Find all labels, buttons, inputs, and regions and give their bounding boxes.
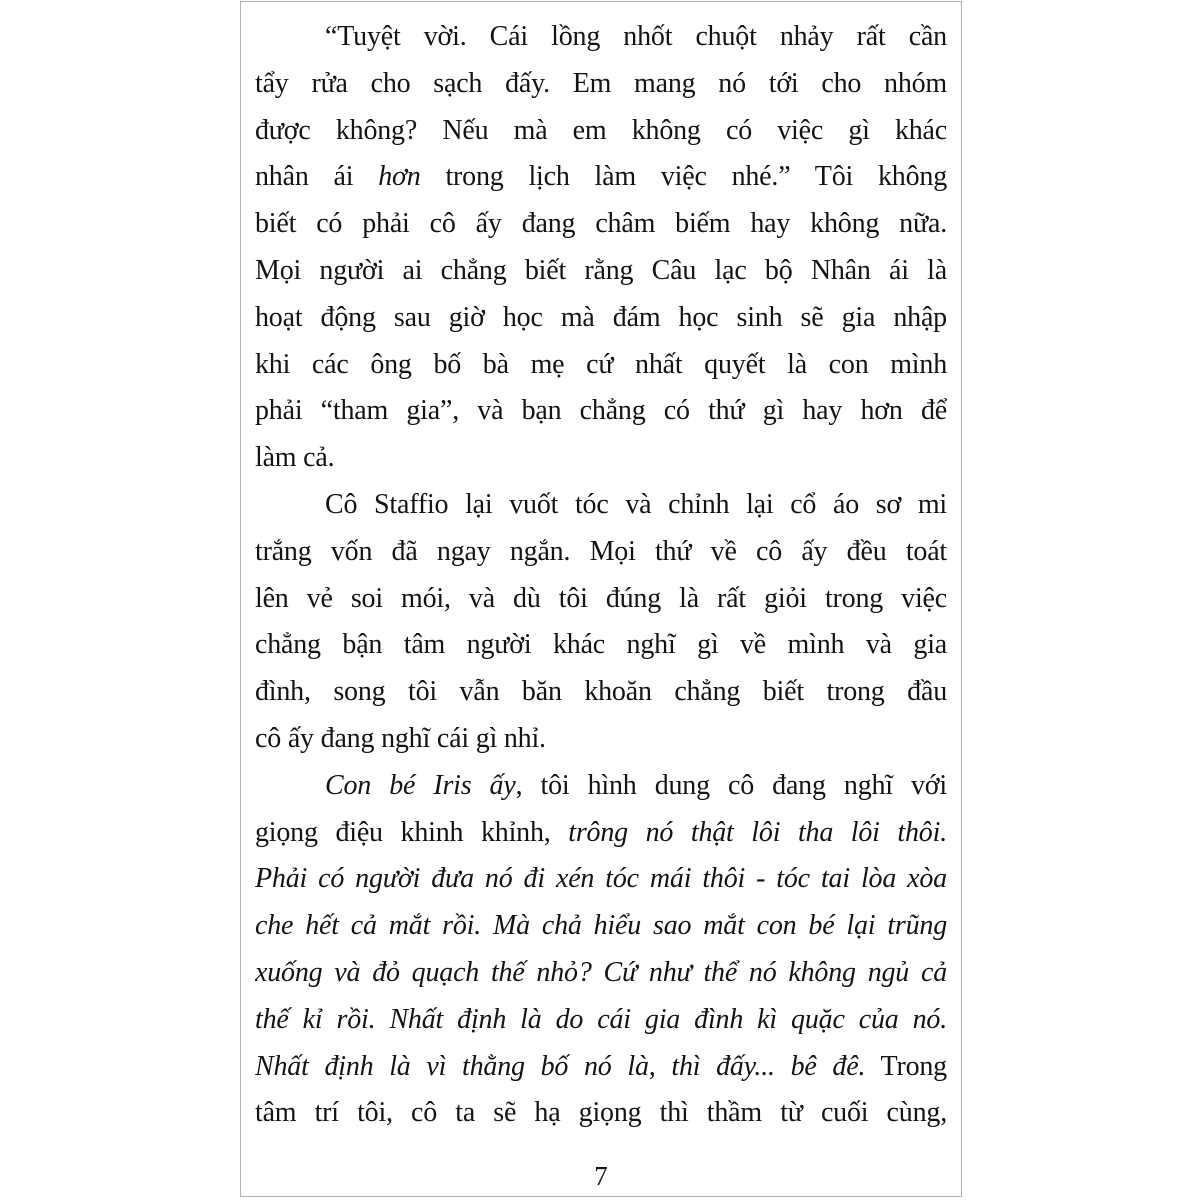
- text-run: , tôi hình dung cô đang nghĩ với: [515, 769, 947, 801]
- text-run: trông nó thật lôi tha lôi thôi.: [568, 816, 947, 848]
- text-line: [255, 61, 947, 108]
- text-line: [255, 482, 947, 529]
- text-run: đình, song tôi vẫn băn khoăn chẳng biết trong đầu: [255, 676, 947, 708]
- text-run: cô ấy đang nghĩ cái gì nhỉ.: [255, 722, 546, 754]
- text-line: [255, 903, 947, 950]
- text-line: [255, 1044, 947, 1091]
- text-line: [255, 1090, 947, 1137]
- text-line: [255, 388, 947, 435]
- text-line: [255, 295, 947, 342]
- text-run: trắng vốn đã ngay ngắn. Mọi thứ về cô ấy đều toát: [255, 535, 947, 567]
- text-run: biết có phải cô ấy đang châm biếm hay không nữa.: [255, 208, 947, 240]
- text-line: [255, 576, 947, 623]
- text-line: [255, 248, 947, 295]
- text-line: [255, 669, 947, 716]
- paragraph: [255, 482, 947, 763]
- text-line: [255, 14, 947, 61]
- text-run: Nhất định là vì thằng bố nó là, thì đấy... bê đê.: [255, 1050, 866, 1082]
- text-run: che hết cả mắt rồi. Mà chả hiểu sao mắt con bé lại trũng: [255, 910, 947, 942]
- text-line: [255, 950, 947, 997]
- text-run: Cô Staffio lại vuốt tóc và chỉnh lại cổ áo sơ mi: [325, 488, 947, 520]
- text-run: phải “tham gia”, và bạn chẳng có thứ gì hay hơn để: [255, 395, 947, 427]
- text-run: hoạt động sau giờ học mà đám học sinh sẽ gia nhập: [255, 301, 947, 333]
- text-line: [255, 342, 947, 389]
- text-run: Phải có người đưa nó đi xén tóc mái thôi - tóc tai lòa xòa: [255, 863, 947, 895]
- text-run: thế kỉ rồi. Nhất định là do cái gia đình kì quặc của nó.: [255, 1003, 947, 1035]
- text-run: Trong: [865, 1050, 947, 1082]
- text-run: hơn: [378, 161, 421, 193]
- paragraph: [255, 14, 947, 482]
- text-line: [255, 108, 947, 155]
- text-run: giọng điệu khinh khỉnh,: [255, 816, 569, 848]
- paragraph: [255, 763, 947, 1137]
- text-run: trong lịch làm việc nhé.” Tôi không: [420, 161, 947, 193]
- text-line: [255, 435, 947, 482]
- text-run: Con bé Iris ấy: [325, 769, 516, 801]
- text-line: [255, 529, 947, 576]
- text-line: [255, 997, 947, 1044]
- text-run: Mọi người ai chẳng biết rằng Câu lạc bộ Nhân ái là: [255, 254, 947, 286]
- text-run: chẳng bận tâm người khác nghĩ gì về mình và gia: [255, 629, 947, 661]
- page-number: 7: [594, 1161, 608, 1191]
- text-block: [241, 2, 961, 1137]
- text-run: khi các ông bố bà mẹ cứ nhất quyết là con mình: [255, 348, 947, 380]
- book-page: [240, 1, 962, 1197]
- text-run: tẩy rửa cho sạch đấy. Em mang nó tới cho nhóm: [255, 67, 947, 99]
- text-run: “Tuyệt vời. Cái lồng nhốt chuột nhảy rất cần: [325, 21, 947, 52]
- text-line: [255, 856, 947, 903]
- text-line: [255, 763, 947, 810]
- text-run: được không? Nếu mà em không có việc gì khác: [255, 114, 947, 146]
- text-run: nhân ái: [255, 161, 379, 193]
- text-line: [255, 810, 947, 857]
- text-run: xuống và đỏ quạch thế nhỏ? Cứ như thể nó không ngủ cả: [255, 956, 947, 988]
- text-run: lên vẻ soi mói, và dù tôi đúng là rất giỏi trong việc: [255, 582, 947, 614]
- text-line: [255, 154, 947, 201]
- text-run: tâm trí tôi, cô ta sẽ hạ giọng thì thầm từ cuối cùng,: [255, 1097, 947, 1129]
- text-run: làm cả.: [255, 442, 335, 474]
- text-line: [255, 201, 947, 248]
- text-line: [255, 716, 947, 763]
- text-line: [255, 622, 947, 669]
